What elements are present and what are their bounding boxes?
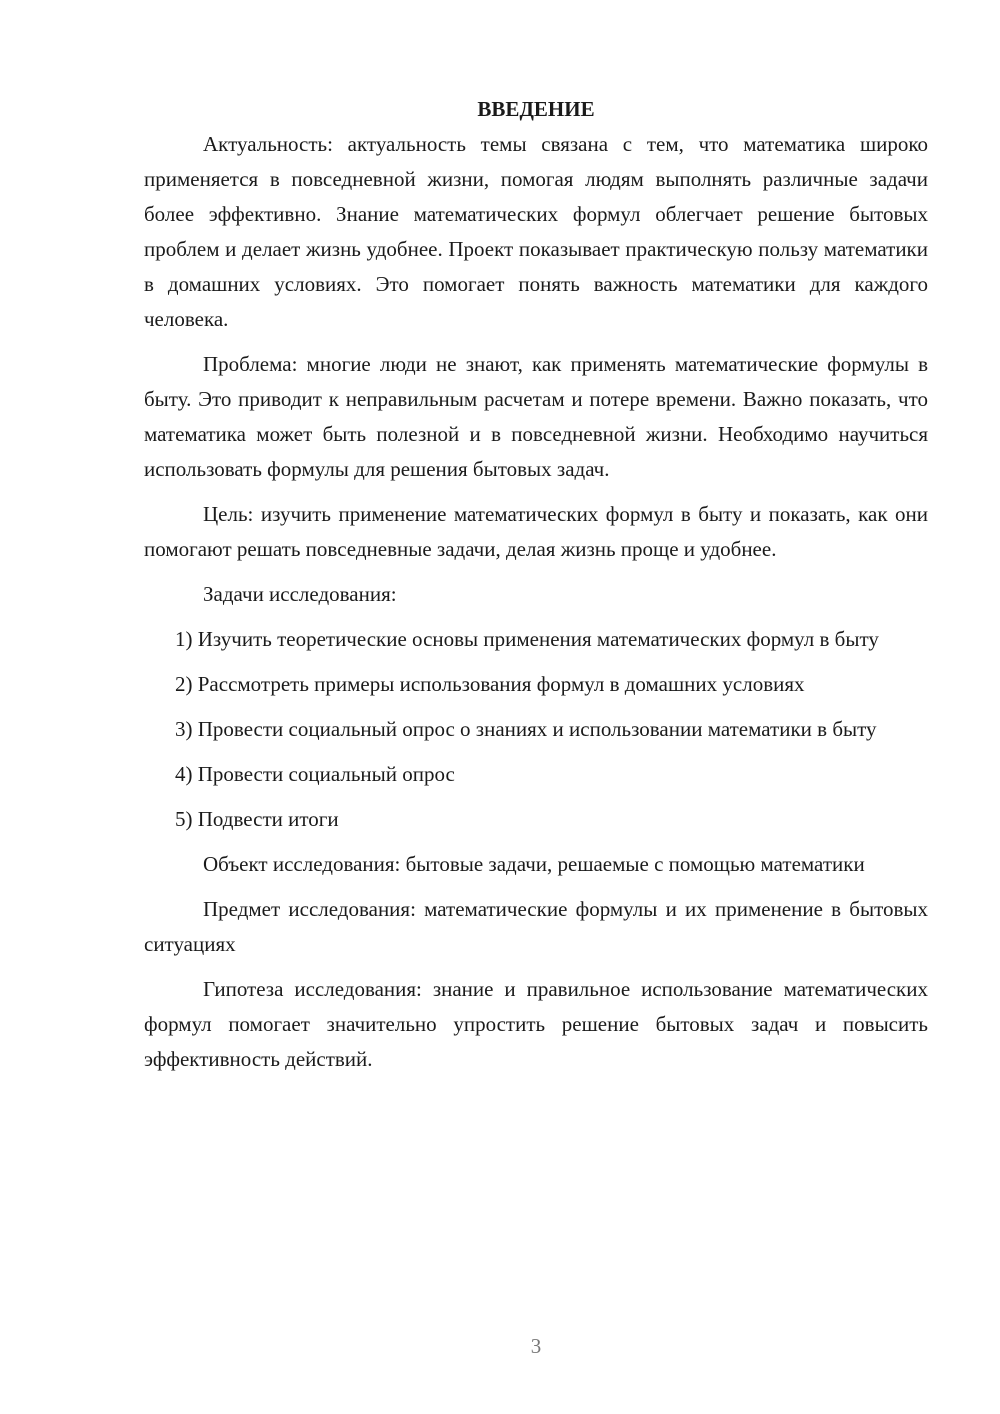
paragraph-object: Объект исследования: бытовые задачи, решаемые с помощью математики	[203, 852, 865, 876]
paragraph-subject: Предмет исследования: математические формулы и их применение в бытовых ситуациях	[144, 897, 928, 956]
task-item-5: 5) Подвести итоги	[175, 807, 339, 831]
paragraph-problem: Проблема: многие люди не знают, как применять математические формулы в быту. Это приводит к неправильным расчетам и потере времени. Важно показать, что математика может быть полезной и в повседневной жизни. Необходимо научиться использовать формулы для решения бытовых задач.	[144, 352, 928, 481]
paragraph-goal: Цель: изучить применение математических формул в быту и показать, как они помогают решать повседневные задачи, делая жизнь проще и удобнее.	[144, 502, 928, 561]
task-item-3: 3) Провести социальный опрос о знаниях и использовании математики в быту	[175, 717, 877, 741]
paragraph-hypothesis: Гипотеза исследования: знание и правильное использование математических формул помогает значительно упростить решение бытовых задач и повысить эффективность действий.	[144, 977, 928, 1071]
task-item-1: 1) Изучить теоретические основы применения математических формул в быту	[175, 627, 879, 651]
document-page	[144, 92, 928, 1087]
task-item-4: 4) Провести социальный опрос	[175, 762, 455, 786]
page-number: 3	[530, 1334, 542, 1358]
section-heading: ВВЕДЕНИЕ	[477, 97, 595, 121]
paragraph-relevance: Актуальность: актуальность темы связана с тем, что математика широко применяется в повседневной жизни, помогая людям выполнять различные задачи более эффективно. Знание математических формул облегчает решение бытовых проблем и делает жизнь удобнее. Проект показывает практическую пользу математики в домашних условиях. Это помогает понять важность математики для каждого человека.	[144, 132, 928, 331]
paragraph-tasks-intro: Задачи исследования:	[203, 582, 397, 606]
task-item-2: 2) Рассмотреть примеры использования формул в домашних условиях	[175, 672, 805, 696]
